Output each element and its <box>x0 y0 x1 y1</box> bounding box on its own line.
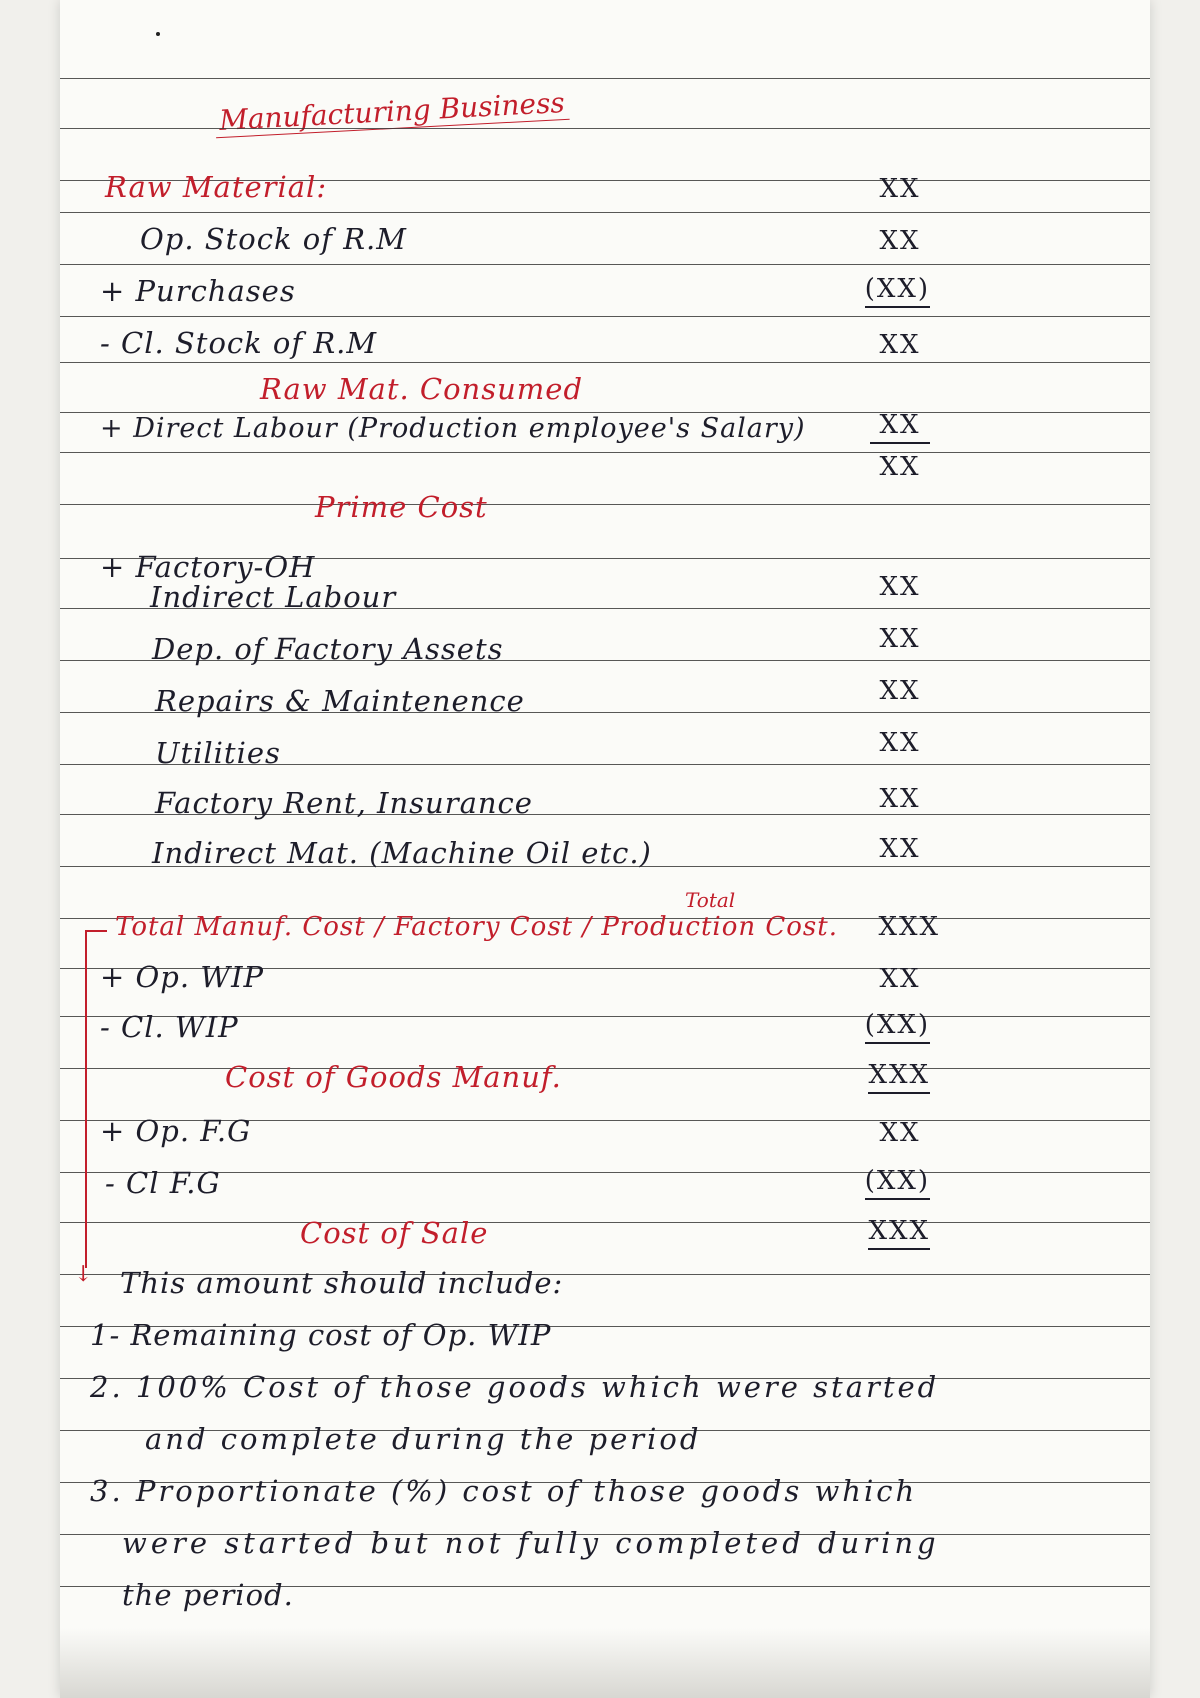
note-text: 1- Remaining cost of Op. WIP <box>90 1318 552 1352</box>
row-cl-wip <box>60 1000 1150 1050</box>
row-cost-goods-manuf <box>60 1050 1150 1100</box>
row-repairs <box>60 674 1150 724</box>
row-label: Cost of Goods Manuf. <box>225 1060 562 1094</box>
row-indirect-mat <box>60 826 1150 876</box>
note-line <box>60 1256 1150 1306</box>
page-bottom-shadow <box>60 1628 1150 1698</box>
row-amount: (XX) <box>865 1166 930 1200</box>
row-label: Indirect Labour <box>150 580 397 614</box>
row-amount: (XX) <box>865 1010 930 1044</box>
row-purchases <box>60 264 1150 314</box>
note-text: This amount should include: <box>120 1266 564 1300</box>
row-amount: XXX <box>868 1216 930 1250</box>
note-text: the period. <box>122 1578 294 1612</box>
page-title: Manufacturing Business <box>214 86 569 138</box>
row-amount: XX <box>879 1118 921 1148</box>
row-op-wip <box>60 950 1150 1000</box>
row-cl-stock-rm <box>60 316 1150 366</box>
row-label: - Cl F.G <box>105 1166 221 1200</box>
arrow-down-icon: ↓ <box>74 1262 93 1287</box>
row-label: Raw Mat. Consumed <box>260 372 584 406</box>
row-label: + Purchases <box>100 274 296 308</box>
row-label: Prime Cost <box>315 490 488 524</box>
note-text: 2. 100% Cost of those goods which were started <box>90 1370 940 1404</box>
row-indirect-labour <box>60 570 1150 620</box>
row-amount: XX <box>870 410 930 444</box>
row-label: Total Manuf. Cost / Factory Cost / Production Cost. <box>115 912 838 942</box>
ruled-line <box>60 128 1150 129</box>
row-cost-of-sale <box>60 1206 1150 1256</box>
row-label: Dep. of Factory Assets <box>152 632 504 666</box>
row-label: Repairs & Maintenence <box>155 684 525 718</box>
row-amount: XX <box>879 572 921 602</box>
row-total-manuf-cost <box>60 898 1150 948</box>
row-amount: XX <box>879 226 921 256</box>
row-amount: XX <box>879 174 921 204</box>
row-amount: XX <box>879 834 921 864</box>
notebook-page <box>60 0 1150 1698</box>
note-text: 3. Proportionate (%) cost of those goods which <box>90 1474 918 1508</box>
note-text: and complete during the period <box>145 1422 702 1456</box>
row-amount: XXX <box>878 912 940 942</box>
row-label: Cost of Sale <box>300 1216 489 1250</box>
row-label: - Cl. WIP <box>100 1010 239 1044</box>
note-line <box>60 1516 1150 1566</box>
row-label: Raw Material: <box>105 170 328 204</box>
row-label: + Op. WIP <box>100 960 265 994</box>
row-amount: (XX) <box>865 274 930 308</box>
ink-dot <box>156 32 160 36</box>
row-amount: XX <box>879 624 921 654</box>
row-label: + Op. F.G <box>100 1114 252 1148</box>
row-dep-factory-assets <box>60 622 1150 672</box>
row-label: - Cl. Stock of R.M <box>100 326 378 360</box>
row-label: Factory Rent, Insurance <box>155 786 533 820</box>
row-amount: XXX <box>868 1060 930 1094</box>
note-line <box>60 1464 1150 1514</box>
bracket-top <box>85 930 107 932</box>
ruled-line <box>60 78 1150 79</box>
note-line <box>60 1360 1150 1410</box>
row-amount: XX <box>879 964 921 994</box>
row-amount: XX <box>879 784 921 814</box>
row-label: + Factory-OH <box>100 550 316 584</box>
row-cl-fg <box>60 1156 1150 1206</box>
row-raw-material <box>60 160 1150 210</box>
row-prime-cost <box>60 480 1150 530</box>
row-factory-rent <box>60 776 1150 826</box>
row-amount: XX <box>879 330 921 360</box>
row-amount: XX <box>879 676 921 706</box>
note-text: were started but not fully completed during <box>122 1526 940 1560</box>
row-op-stock-rm <box>60 212 1150 262</box>
row-amount: XX <box>879 452 921 482</box>
note-line <box>60 1568 1150 1618</box>
row-utilities <box>60 726 1150 776</box>
row-op-fg <box>60 1104 1150 1154</box>
total-annotation: Total <box>685 888 736 912</box>
row-label: Op. Stock of R.M <box>140 222 407 256</box>
row-label: + Direct Labour (Production employee's Salary) <box>100 413 806 444</box>
note-line <box>60 1308 1150 1358</box>
row-label: Utilities <box>155 736 281 770</box>
row-amount: XX <box>879 728 921 758</box>
note-line <box>60 1412 1150 1462</box>
row-label: Indirect Mat. (Machine Oil etc.) <box>152 836 652 870</box>
bracket-line <box>85 930 87 1268</box>
